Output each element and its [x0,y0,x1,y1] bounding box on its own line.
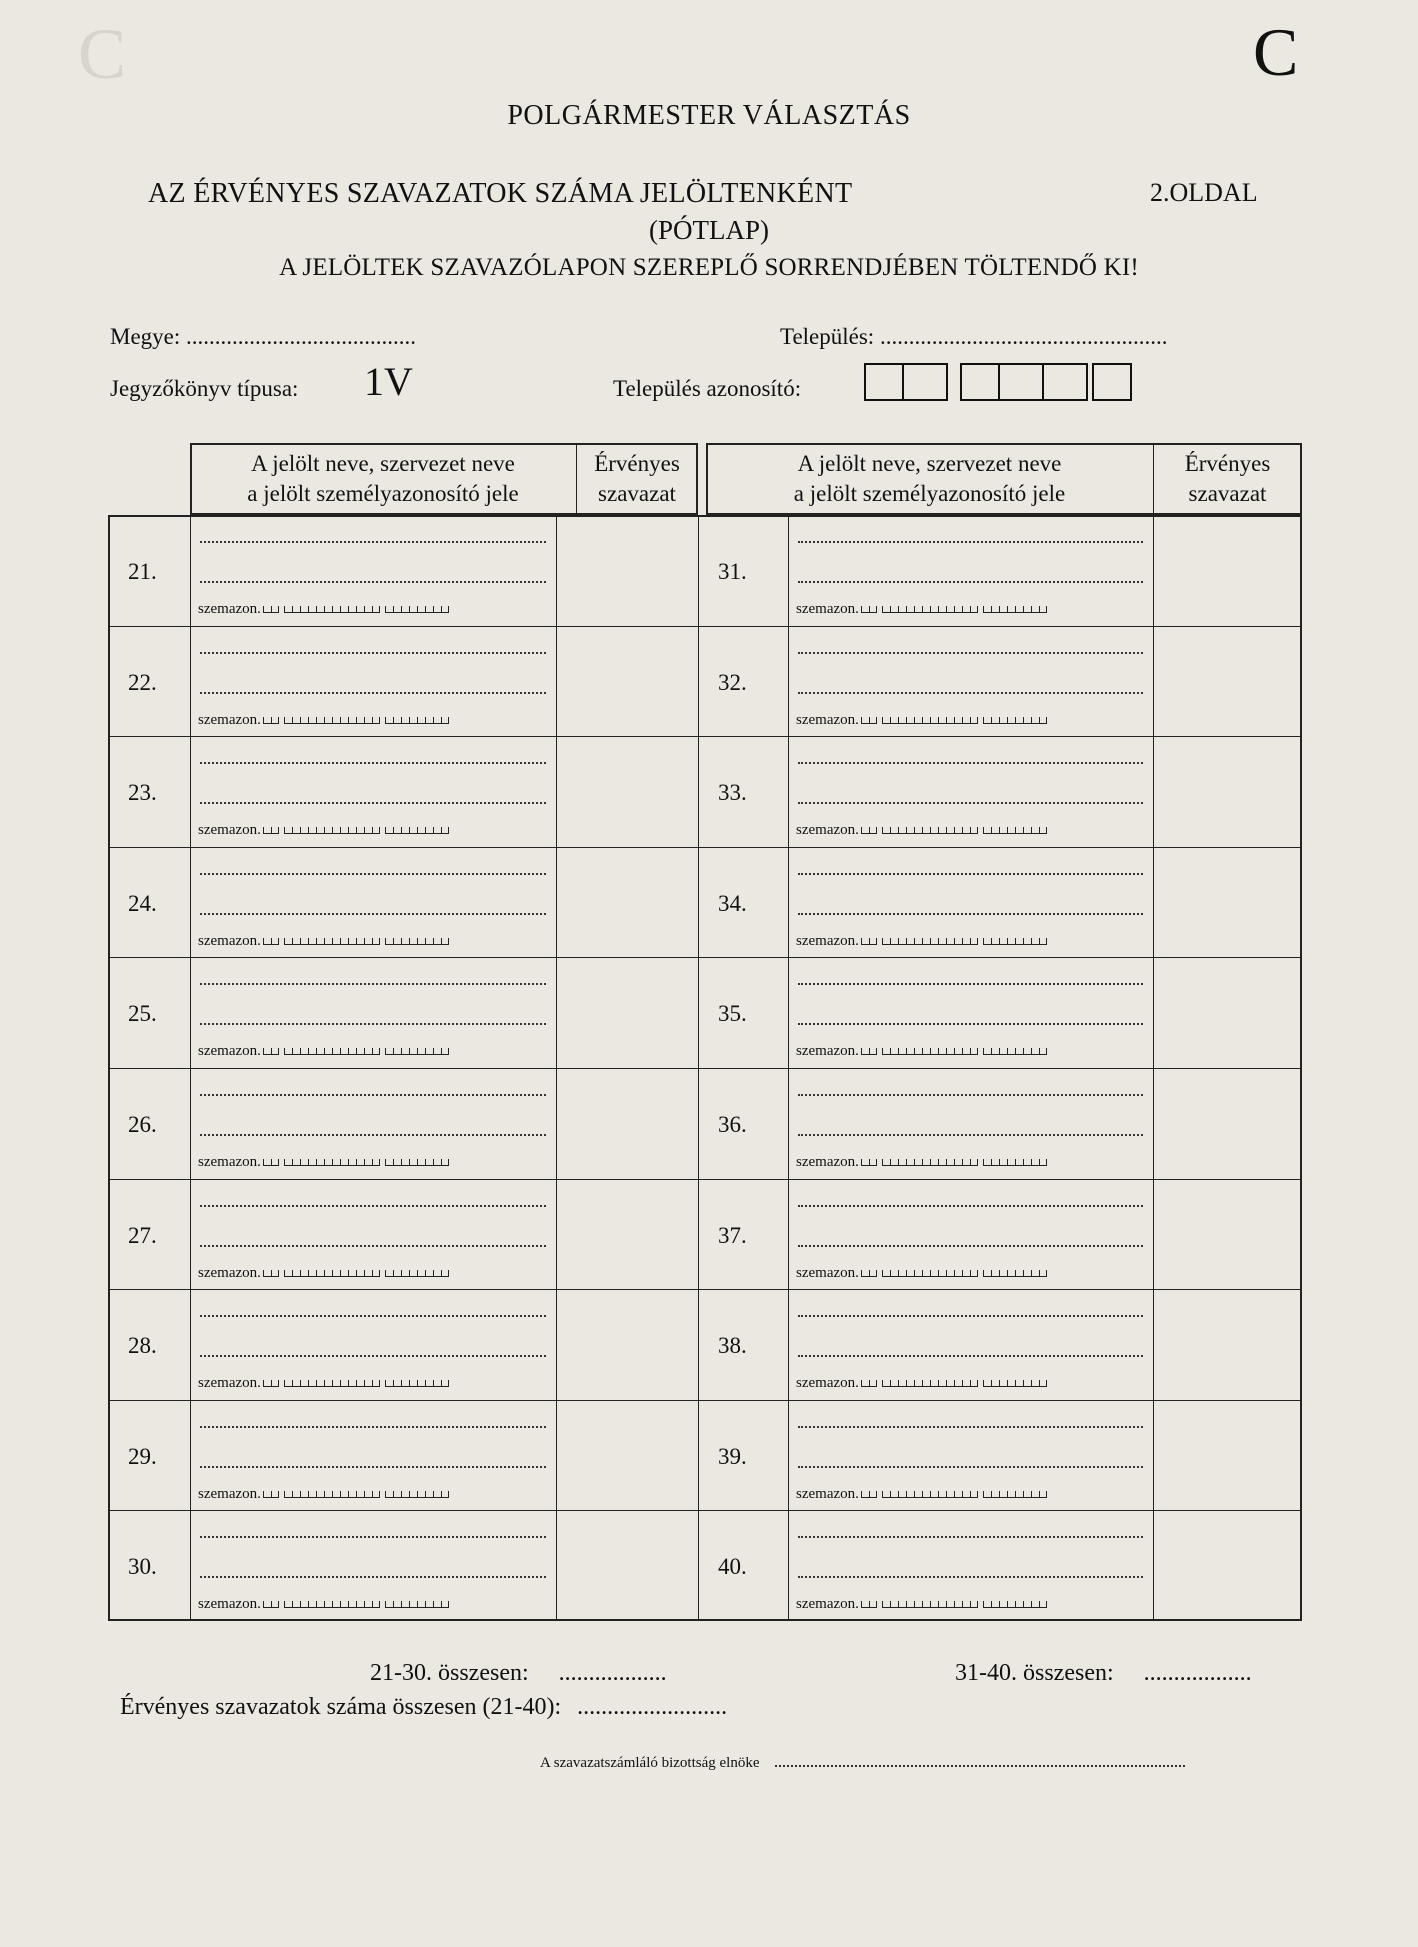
personal-id-label: szemazon. [198,1485,261,1502]
name-dotted-line [200,1426,546,1428]
personal-id-field[interactable] [796,1043,1047,1060]
row-number: 32. [718,669,747,695]
name-column-header: a jelölt személyazonosító jele [247,481,519,506]
name-dotted-line [200,1205,546,1207]
row-number: 29. [128,1443,157,1469]
personal-id-boxes[interactable] [263,1154,449,1171]
row-divider [108,1400,1302,1401]
name-dotted-line [200,762,546,764]
name-dotted-line [200,873,546,875]
settlement-id-box[interactable] [1044,363,1088,401]
personal-id-boxes[interactable] [263,822,449,839]
name-dotted-line [200,1315,546,1317]
personal-id-boxes[interactable] [263,1375,449,1392]
total-31-40-dots: .................. [1143,1660,1252,1686]
county-label: Megye: [110,324,181,349]
votes-column-header: szavazat [1188,481,1267,506]
row-divider [108,847,1302,848]
settlement-id-box[interactable] [904,363,948,401]
personal-id-field[interactable] [198,1375,449,1392]
form-subtitle: AZ ÉRVÉNYES SZAVAZATOK SZÁMA JELÖLTENKÉNT [148,178,853,209]
row-divider [108,736,1302,737]
personal-id-label: szemazon. [796,1043,859,1060]
personal-id-field[interactable] [198,1154,449,1171]
settlement-id-box[interactable] [960,363,1000,401]
name-dotted-line [798,1245,1143,1247]
personal-id-boxes[interactable] [263,712,449,729]
name-dotted-line [200,913,546,915]
personal-id-boxes[interactable] [861,1043,1047,1060]
personal-id-field[interactable] [198,933,449,950]
form-corner-letter: C [1253,14,1299,90]
name-dotted-line [798,1094,1143,1096]
name-dotted-line [200,1536,546,1538]
name-dotted-line [200,983,546,985]
personal-id-boxes[interactable] [861,933,1047,950]
row-number: 33. [718,780,747,806]
personal-id-field[interactable] [796,822,1047,839]
personal-id-field[interactable] [796,601,1047,618]
name-dotted-line [798,1576,1143,1578]
personal-id-boxes[interactable] [263,933,449,950]
grand-total-dots: ......................... [577,1694,728,1720]
total-31-40-label: 31-40. összesen: [955,1660,1114,1686]
county-dots: ........................................ [186,324,417,349]
personal-id-label: szemazon. [198,1596,261,1613]
background-ghost-letter: C [78,14,127,94]
chair-signature-line [775,1765,1185,1767]
row-divider [108,1289,1302,1290]
personal-id-field[interactable] [198,1265,449,1282]
personal-id-boxes[interactable] [861,1265,1047,1282]
row-divider [108,1068,1302,1069]
settlement-id-boxes[interactable] [864,363,1136,401]
report-type-label: Jegyzőkönyv típusa: [110,376,299,401]
name-dotted-line [200,1466,546,1468]
name-dotted-line [798,1315,1143,1317]
row-number: 21. [128,559,157,584]
personal-id-label: szemazon. [198,601,261,617]
votes-column-header: Érvényes [594,451,680,476]
row-divider [108,957,1302,958]
row-number: 23. [128,780,157,806]
total-31-40[interactable] [955,1660,1252,1687]
personal-id-label: szemazon. [198,1264,261,1281]
personal-id-label: szemazon. [796,1264,859,1281]
name-dotted-line [200,692,546,694]
name-dotted-line [200,1094,546,1096]
personal-id-boxes[interactable] [861,1486,1047,1503]
name-dotted-line [798,1466,1143,1468]
personal-id-field[interactable] [796,712,1047,729]
personal-id-label: szemazon. [198,1375,261,1392]
personal-id-boxes[interactable] [861,601,1047,618]
name-dotted-line [798,541,1143,543]
row-divider [108,1179,1302,1180]
personal-id-field[interactable] [198,1043,449,1060]
row-number: 38. [718,1333,747,1359]
name-dotted-line [200,581,546,583]
row-divider [108,626,1302,627]
personal-id-label: szemazon. [796,601,859,617]
grand-total[interactable] [120,1694,727,1721]
personal-id-label: szemazon. [796,1375,859,1392]
personal-id-boxes[interactable] [263,1043,449,1060]
settlement-id-box[interactable] [1092,363,1132,401]
grand-total-label: Érvényes szavazatok száma összesen (21-40): [120,1694,562,1720]
personal-id-field[interactable] [198,601,449,618]
personal-id-field[interactable] [198,1486,449,1503]
supplement-label: (PÓTLAP) [649,215,769,245]
row-number: 39. [718,1443,747,1469]
name-dotted-line [798,873,1143,875]
row-number: 25. [128,1001,157,1027]
personal-id-label: szemazon. [796,1154,859,1170]
row-number: 34. [718,890,747,916]
personal-id-field[interactable] [796,1596,1047,1613]
personal-id-label: szemazon. [198,711,261,728]
name-dotted-line [798,802,1143,804]
row-number: 30. [128,1554,157,1580]
personal-id-boxes[interactable] [263,601,449,618]
name-column-header: A jelölt neve, szervezet neve [797,451,1062,476]
page-number: 2.OLDAL [1150,178,1258,207]
name-column-header: a jelölt személyazonosító jele [793,481,1066,506]
row-number: 35. [718,1001,747,1027]
personal-id-boxes[interactable] [263,1596,449,1613]
personal-id-label: szemazon. [796,1485,859,1502]
personal-id-boxes[interactable] [263,1265,449,1282]
settlement-id-label: Település azonosító: [613,376,802,401]
personal-id-label: szemazon. [198,932,261,949]
name-dotted-line [798,1205,1143,1207]
personal-id-label: szemazon. [796,1596,859,1613]
name-dotted-line [798,762,1143,764]
name-column-header: A jelölt neve, szervezet neve [251,451,515,476]
personal-id-boxes[interactable] [861,1154,1047,1171]
name-dotted-line [200,1245,546,1247]
row-number: 26. [128,1112,157,1137]
name-dotted-line [798,692,1143,694]
settlement-id-box[interactable] [1000,363,1044,401]
row-number: 40. [718,1554,747,1580]
personal-id-field[interactable] [796,933,1047,950]
name-dotted-line [798,1355,1143,1357]
personal-id-label: szemazon. [796,932,859,949]
row-number: 27. [128,1222,157,1248]
fill-instruction: A JELÖLTEK SZAVAZÓLAPON SZEREPLŐ SORRENDJÉBEN TÖLTENDŐ KI! [279,254,1139,281]
report-type-value: 1V [364,359,413,404]
personal-id-boxes[interactable] [263,1486,449,1503]
personal-id-field[interactable] [198,1596,449,1613]
name-dotted-line [200,652,546,654]
settlement-field[interactable] [780,324,1167,350]
name-dotted-line [798,913,1143,915]
name-dotted-line [798,1023,1143,1025]
name-dotted-line [200,1576,546,1578]
name-dotted-line [200,1355,546,1357]
personal-id-boxes[interactable] [861,822,1047,839]
votes-column-header: Érvényes [1184,451,1271,476]
personal-id-label: szemazon. [796,711,859,728]
personal-id-field[interactable] [796,1486,1047,1503]
personal-id-boxes[interactable] [861,712,1047,729]
personal-id-field[interactable] [198,822,449,839]
personal-id-field[interactable] [796,1375,1047,1392]
personal-id-field[interactable] [198,712,449,729]
personal-id-label: szemazon. [198,822,261,839]
chair-signature[interactable] [540,1755,1185,1772]
row-number: 22. [128,669,157,695]
personal-id-label: szemazon. [198,1043,261,1060]
name-dotted-line [200,802,546,804]
candidate-vote-table [108,443,1302,1621]
row-number: 24. [128,890,157,916]
chair-signature-label: A szavazatszámláló bizottság elnöke [540,1755,760,1771]
personal-id-field[interactable] [796,1154,1047,1171]
total-21-30-label: 21-30. összesen: [370,1660,529,1686]
votes-column-header: szavazat [598,481,676,506]
settlement-label: Település: [780,324,875,349]
total-21-30-dots: .................. [558,1660,667,1686]
settlement-dots: .................................................. [879,324,1168,349]
name-dotted-line [200,1134,546,1136]
name-dotted-line [798,1426,1143,1428]
name-dotted-line [798,983,1143,985]
county-field[interactable] [110,324,416,350]
personal-id-label: szemazon. [796,822,859,839]
personal-id-field[interactable] [796,1265,1047,1282]
personal-id-boxes[interactable] [861,1596,1047,1613]
name-dotted-line [798,1134,1143,1136]
name-dotted-line [200,541,546,543]
row-number: 28. [128,1333,157,1359]
personal-id-label: szemazon. [198,1154,261,1170]
row-number: 36. [718,1112,747,1137]
total-21-30[interactable] [370,1660,667,1687]
personal-id-boxes[interactable] [861,1375,1047,1392]
row-divider [108,1510,1302,1511]
settlement-id-box[interactable] [864,363,904,401]
name-dotted-line [798,652,1143,654]
name-dotted-line [798,581,1143,583]
name-dotted-line [200,1023,546,1025]
name-dotted-line [798,1536,1143,1538]
page-title: POLGÁRMESTER VÁLASZTÁS [507,100,911,131]
row-number: 31. [718,559,747,584]
row-number: 37. [718,1222,747,1248]
